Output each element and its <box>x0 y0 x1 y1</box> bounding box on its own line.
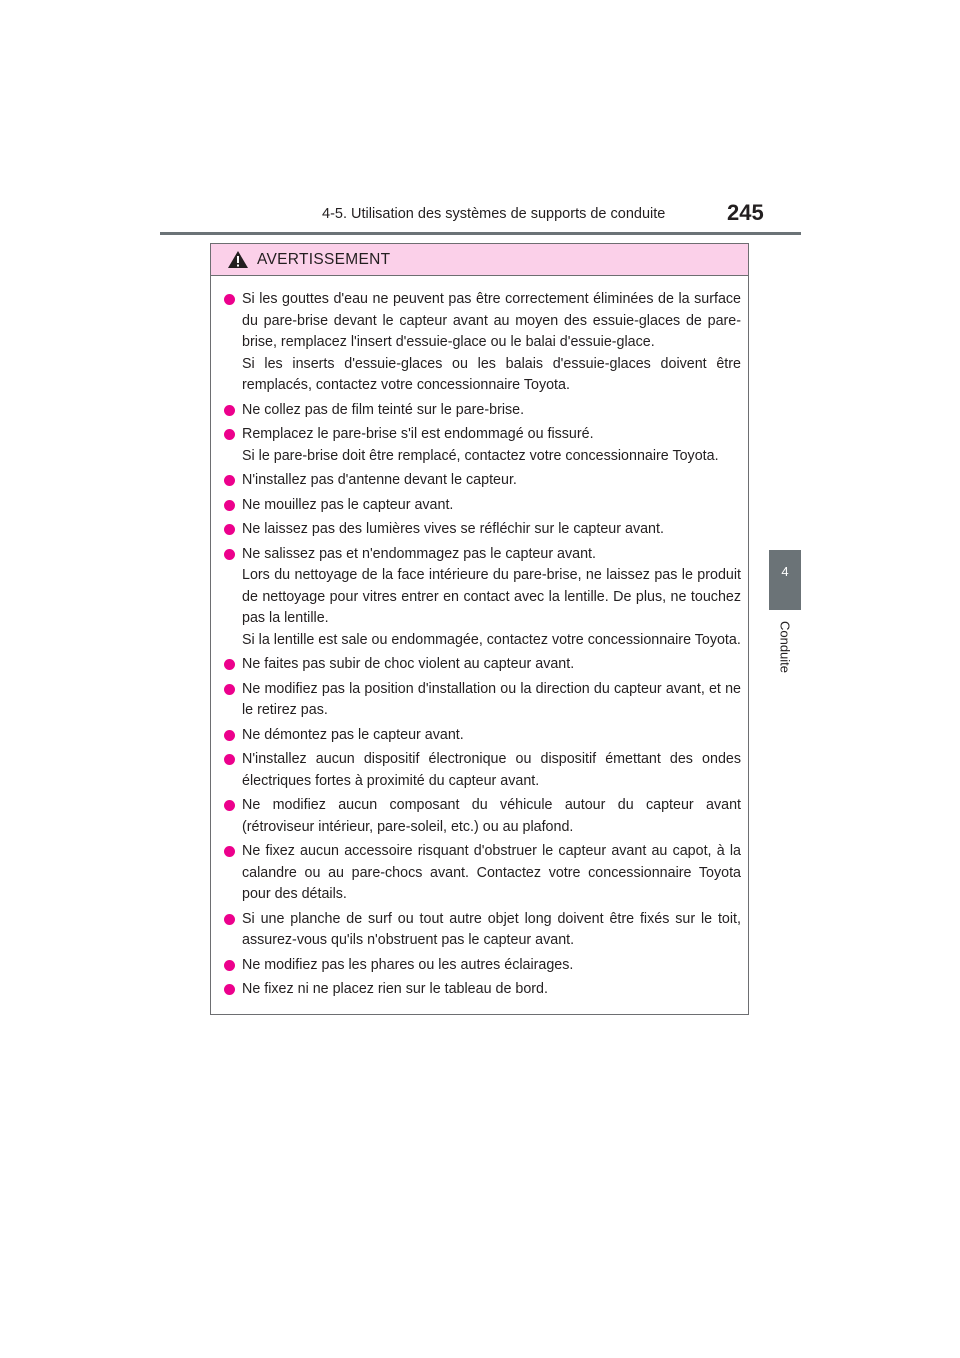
bullet-icon <box>224 800 235 811</box>
chapter-tab: 4 <box>769 550 801 610</box>
warning-item-subtext: Si le pare-brise doit être remplacé, contactez votre concessionnaire Toyota. <box>242 447 719 464</box>
warning-item <box>224 495 741 517</box>
warning-item-subtext: Lors du nettoyage de la face intérieure du pare-brise, ne laissez pas le produit de nettoyage pour vitres entrer en contact avec la lentille. De plus, ne touchez pas la lentille. <box>242 567 741 626</box>
warning-item <box>224 749 741 792</box>
page-number: 245 <box>727 200 764 225</box>
bullet-icon <box>224 914 235 925</box>
bullet-icon <box>224 405 235 416</box>
warning-item-subtext: Si la lentille est sale ou endommagée, contactez votre concessionnaire Toyota. <box>242 631 741 648</box>
warning-item <box>224 725 741 747</box>
bullet-icon <box>224 684 235 695</box>
warning-item <box>224 424 741 467</box>
bullet-icon <box>224 549 235 560</box>
warning-header <box>211 244 748 276</box>
bullet-icon <box>224 475 235 486</box>
warning-item <box>224 519 741 541</box>
bullet-icon <box>224 754 235 765</box>
warning-item-text: Ne fixez aucun accessoire risquant d'obstruer le capteur avant au capot, à la calandre ou au pare-chocs avant. Contactez votre concessionnaire Toyota pour des détails. <box>242 843 741 902</box>
warning-list <box>211 276 748 1001</box>
warning-item <box>224 955 741 977</box>
warning-item-text: Ne démontez pas le capteur avant. <box>242 726 464 743</box>
bullet-icon <box>224 984 235 995</box>
warning-item-text: Si une planche de surf ou tout autre objet long doivent être fixés sur le toit, assurez-vous qu'ils n'obstruent pas le capteur avant. <box>242 910 741 948</box>
warning-item <box>224 979 741 1001</box>
warning-item-text: Ne modifiez pas les phares ou les autres éclairages. <box>242 956 574 973</box>
warning-item-text: Ne modifiez aucun composant du véhicule autour du capteur avant (rétroviseur intérieur, pare-soleil, etc.) ou au plafond. <box>242 797 741 835</box>
warning-item <box>224 795 741 838</box>
warning-item-text: Ne faites pas subir de choc violent au capteur avant. <box>242 656 575 672</box>
warning-item-text: Si les gouttes d'eau ne peuvent pas être correctement éliminées de la surface du pare-brise devant le capteur avant au moyen des essuie-glaces de pare-brise, remplacez l'insert d'essuie-glace ou le balai d'essuie-glace. <box>242 291 741 350</box>
bullet-icon <box>224 294 235 305</box>
warning-item <box>224 470 741 492</box>
warning-item <box>224 654 741 676</box>
warning-box <box>210 243 749 1015</box>
warning-item-text: Ne fixez ni ne placez rien sur le tableau de bord. <box>242 981 548 997</box>
chapter-label-text: Conduite <box>777 620 793 674</box>
warning-item-text: Ne salissez pas et n'endommagez pas le capteur avant. <box>242 545 596 562</box>
warning-item <box>224 289 741 397</box>
bullet-icon <box>224 500 235 511</box>
warning-item-text: Remplacez le pare-brise s'il est endommagé ou fissuré. <box>242 426 594 442</box>
bullet-icon <box>224 846 235 857</box>
bullet-icon <box>224 730 235 741</box>
warning-item <box>224 679 741 722</box>
bullet-icon <box>224 524 235 535</box>
warning-item-text: Ne laissez pas des lumières vives se réfléchir sur le capteur avant. <box>242 521 664 537</box>
bullet-icon <box>224 429 235 440</box>
section-title: 4-5. Utilisation des systèmes de supports de conduite <box>322 206 666 222</box>
warning-title: AVERTISSEMENT <box>257 250 391 268</box>
warning-triangle-icon <box>227 250 249 269</box>
warning-item-text: Ne mouillez pas le capteur avant. <box>242 496 454 513</box>
warning-item-subtext: Si les inserts d'essuie-glaces ou les balais d'essuie-glaces doivent être remplacés, contactez votre concessionnaire Toyota. <box>242 355 741 393</box>
bullet-icon <box>224 960 235 971</box>
warning-item <box>224 544 741 652</box>
warning-item <box>224 909 741 952</box>
chapter-label <box>769 617 801 677</box>
warning-item <box>224 841 741 906</box>
warning-item-text: N'installez aucun dispositif électronique ou dispositif émettant des ondes électriques fortes à proximité du capteur avant. <box>242 751 741 789</box>
warning-item-text: Ne collez pas de film teinté sur le pare-brise. <box>242 401 525 418</box>
warning-item-text: N'installez pas d'antenne devant le capteur. <box>242 472 517 488</box>
bullet-icon <box>224 659 235 670</box>
header-rule <box>160 232 801 235</box>
warning-item <box>224 400 741 422</box>
warning-item-text: Ne modifiez pas la position d'installation ou la direction du capteur avant, et ne le retirez pas. <box>242 680 741 718</box>
